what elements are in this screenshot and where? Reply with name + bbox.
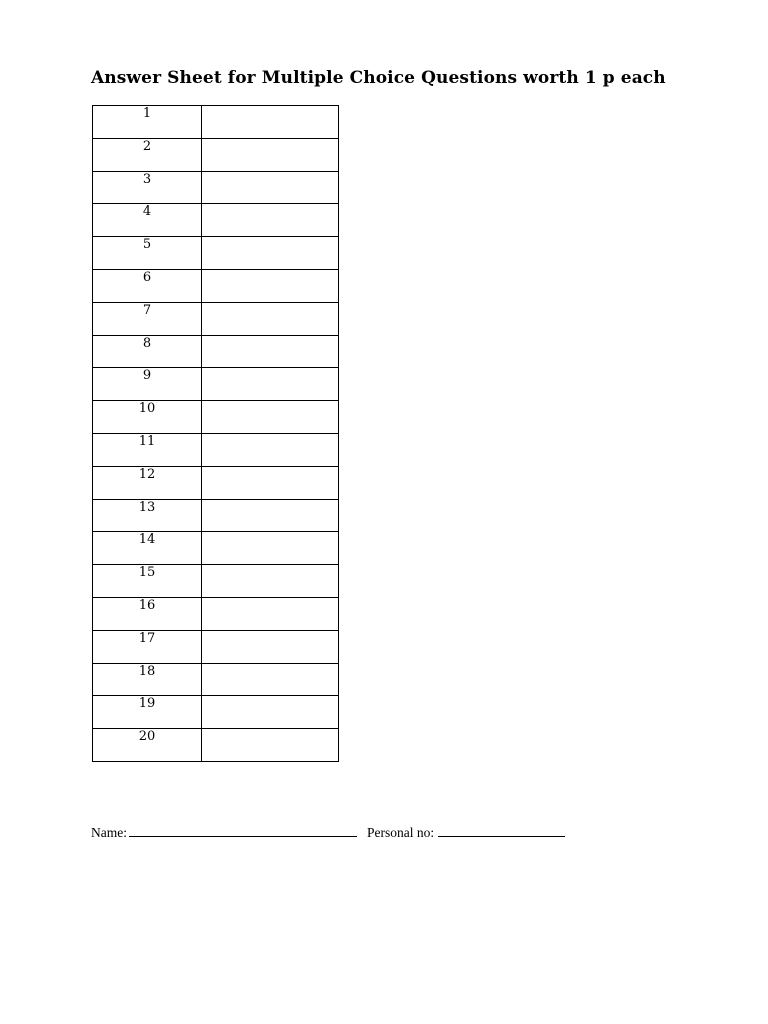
answer-cell[interactable] [202,466,339,499]
table-row [93,630,339,663]
question-number: 8 [93,335,202,368]
table-row [93,302,339,335]
question-number: 7 [93,302,202,335]
footer [91,825,565,841]
answer-cell[interactable] [202,532,339,565]
table-row [93,663,339,696]
table-row [93,696,339,729]
question-number: 15 [93,565,202,598]
table-row [93,335,339,368]
table-row [93,499,339,532]
table-row [93,204,339,237]
page-title: Answer Sheet for Multiple Choice Questions worth 1 p each [91,68,666,88]
table-row [93,565,339,598]
table-row [93,138,339,171]
answer-cell[interactable] [202,729,339,762]
answer-table [92,105,339,762]
table-row [93,597,339,630]
answer-cell[interactable] [202,663,339,696]
question-number: 3 [93,171,202,204]
name-field[interactable] [129,825,357,837]
answer-cell[interactable] [202,696,339,729]
question-number: 6 [93,269,202,302]
name-label: Name: [91,825,127,840]
answer-cell[interactable] [202,335,339,368]
question-number: 20 [93,729,202,762]
answer-cell[interactable] [202,204,339,237]
question-number: 9 [93,368,202,401]
table-row [93,237,339,270]
answer-cell[interactable] [202,269,339,302]
answer-cell[interactable] [202,171,339,204]
answer-cell[interactable] [202,237,339,270]
answer-cell[interactable] [202,302,339,335]
question-number: 17 [93,630,202,663]
question-number: 13 [93,499,202,532]
table-row [93,401,339,434]
answer-cell[interactable] [202,565,339,598]
question-number: 10 [93,401,202,434]
table-row [93,171,339,204]
personal-no-field[interactable] [438,825,565,837]
table-row [93,532,339,565]
question-number: 12 [93,466,202,499]
question-number: 2 [93,138,202,171]
table-row [93,729,339,762]
answer-cell[interactable] [202,597,339,630]
question-number: 1 [93,106,202,139]
answer-cell[interactable] [202,433,339,466]
question-number: 14 [93,532,202,565]
table-row [93,466,339,499]
answer-cell[interactable] [202,630,339,663]
personal-no-label: Personal no: [367,825,435,840]
answer-cell[interactable] [202,106,339,139]
answer-cell[interactable] [202,401,339,434]
table-row [93,106,339,139]
question-number: 19 [93,696,202,729]
question-number: 11 [93,433,202,466]
question-number: 5 [93,237,202,270]
answer-cell[interactable] [202,138,339,171]
table-row [93,368,339,401]
answer-cell[interactable] [202,368,339,401]
question-number: 18 [93,663,202,696]
question-number: 16 [93,597,202,630]
question-number: 4 [93,204,202,237]
table-row [93,433,339,466]
table-row [93,269,339,302]
answer-cell[interactable] [202,499,339,532]
